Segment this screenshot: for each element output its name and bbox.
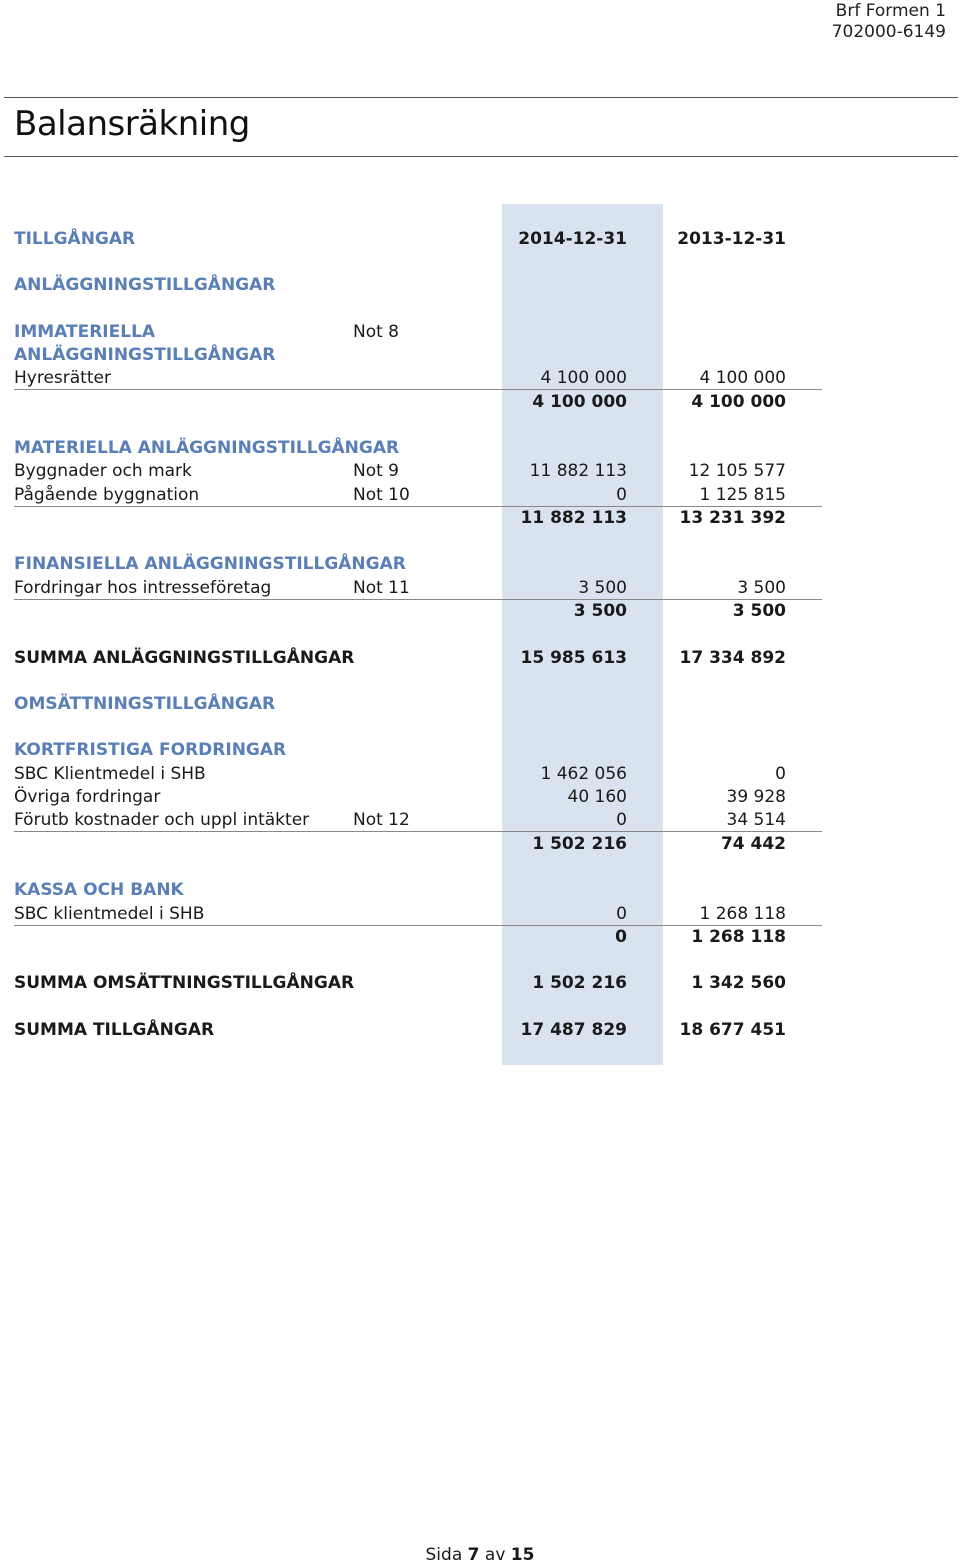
note-ref: Not 10 xyxy=(353,485,410,505)
anlaggningstillgangar-heading: ANLÄGGNINGSTILLGÅNGAR xyxy=(14,275,276,295)
note-ref: Not 11 xyxy=(353,578,410,598)
materiella-heading: MATERIELLA ANLÄGGNINGSTILLGÅNGAR xyxy=(14,438,400,458)
page-title: Balansräkning xyxy=(14,104,250,144)
note-ref: Not 9 xyxy=(353,461,400,481)
subtotal-row: 3 500 3 500 xyxy=(573,601,786,621)
subtotal-row: 1 502 216 74 442 xyxy=(532,834,786,854)
title-bottom-rule xyxy=(4,156,958,157)
summa-anlaggningstillgangar-row: SUMMA ANLÄGGNINGSTILLGÅNGAR 15 985 613 17 334 892 xyxy=(14,648,786,668)
summa-tillgangar-row: SUMMA TILLGÅNGAR 17 487 829 18 677 451 xyxy=(14,1020,786,1040)
table-row: Pågående byggnation Not 10 0 1 125 815 xyxy=(14,485,786,505)
immateriella-heading-cont: ANLÄGGNINGSTILLGÅNGAR xyxy=(14,345,276,365)
subtotal-row: 4 100 000 4 100 000 xyxy=(532,392,786,412)
kortfristiga-heading: KORTFRISTIGA FORDRINGAR xyxy=(14,740,287,760)
immateriella-heading: IMMATERIELLA Not 8 xyxy=(14,322,400,342)
company-name: Brf Formen 1 xyxy=(835,1,946,21)
subtotal-row: 11 882 113 13 231 392 xyxy=(520,508,786,528)
summa-omsattningstillgangar-row: SUMMA OMSÄTTNINGSTILLGÅNGAR 1 502 216 1 342 560 xyxy=(14,973,786,993)
table-row: Övriga fordringar 40 160 39 928 xyxy=(14,787,786,807)
note-ref: Not 12 xyxy=(353,810,410,830)
section-title: TILLGÅNGAR xyxy=(14,229,136,249)
table-row: Hyresrätter 4 100 000 4 100 000 xyxy=(14,368,786,388)
table-row: SBC klientmedel i SHB 0 1 268 118 xyxy=(14,904,786,924)
col1-date: 2014-12-31 xyxy=(518,229,627,249)
omsattningstillgangar-heading: OMSÄTTNINGSTILLGÅNGAR xyxy=(14,694,276,714)
column-header-row xyxy=(14,227,822,251)
col2-date: 2013-12-31 xyxy=(677,229,786,249)
table-row: Byggnader och mark Not 9 11 882 113 12 105 577 xyxy=(14,461,786,481)
org-number: 702000-6149 xyxy=(831,22,946,42)
table-row: SBC Klientmedel i SHB 1 462 056 0 xyxy=(14,764,786,784)
page-number: Sida 7 av 15 xyxy=(425,1545,535,1565)
subtotal-row: 0 1 268 118 xyxy=(615,927,786,947)
finansiella-heading: FINANSIELLA ANLÄGGNINGSTILLGÅNGAR xyxy=(14,554,406,574)
note-ref: Not 8 xyxy=(353,322,400,342)
title-top-rule xyxy=(4,97,958,98)
kassa-bank-heading: KASSA OCH BANK xyxy=(14,880,184,900)
table-row: Förutb kostnader och uppl intäkter Not 12 0 34 514 xyxy=(14,810,786,830)
table-row: Fordringar hos intresseföretag Not 11 3 500 3 500 xyxy=(14,578,786,598)
